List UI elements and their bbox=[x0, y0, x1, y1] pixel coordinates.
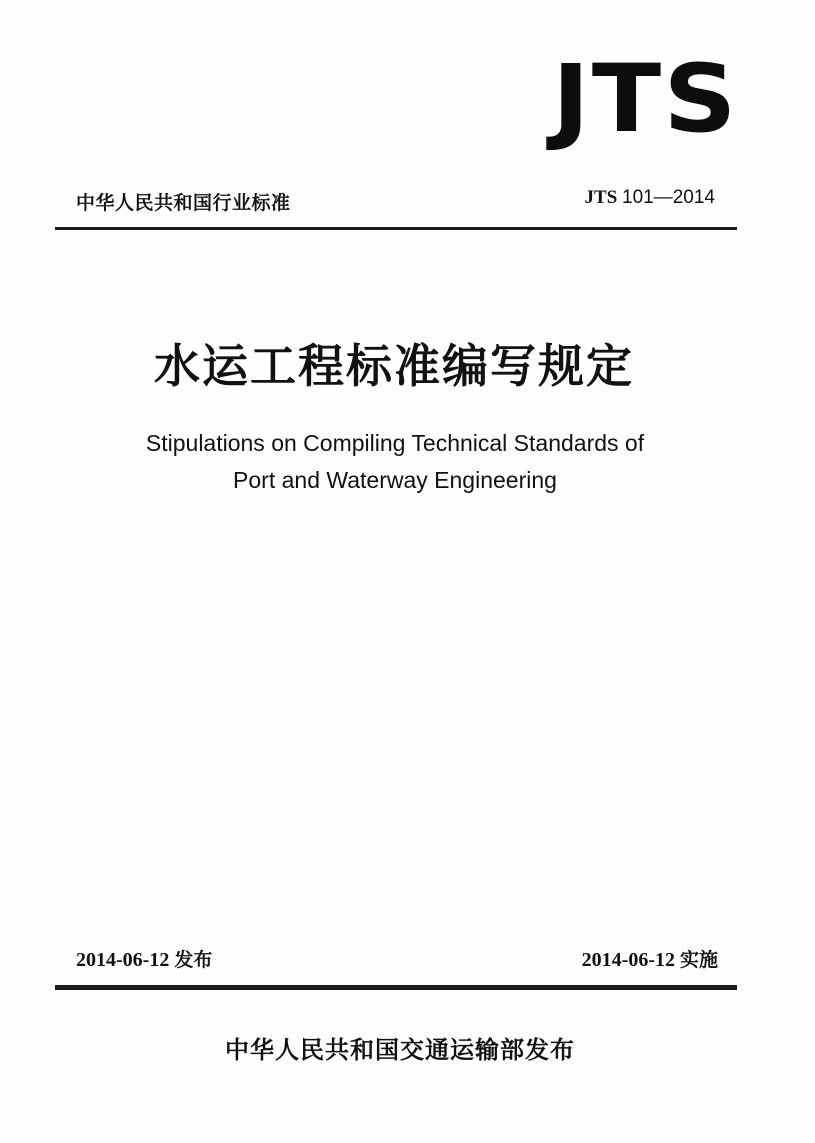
issue-date-label: 发布 bbox=[174, 949, 213, 971]
jts-logo: JTS bbox=[552, 45, 739, 154]
bottom-divider bbox=[55, 985, 737, 990]
standard-category: 中华人民共和国行业标准 bbox=[76, 192, 291, 214]
title-english-line-2: Port and Waterway Engineering bbox=[233, 467, 557, 493]
implement-date bbox=[582, 945, 718, 972]
standard-number bbox=[585, 187, 715, 209]
top-divider bbox=[55, 227, 737, 230]
issue-date-value: 2014-06-12 bbox=[76, 949, 170, 971]
issue-date bbox=[76, 945, 212, 972]
implement-date-value: 2014-06-12 bbox=[581, 949, 675, 971]
standard-number-value: 101—2014 bbox=[622, 187, 715, 208]
standard-number-prefix: JTS bbox=[584, 187, 618, 208]
title-english-line-1: Stipulations on Compiling Technical Standards of bbox=[145, 430, 645, 456]
publisher: 中华人民共和国交通运输部发布 bbox=[225, 1036, 575, 1064]
implement-date-label: 实施 bbox=[679, 949, 718, 971]
title-chinese: 水运工程标准编写规定 bbox=[154, 339, 634, 393]
